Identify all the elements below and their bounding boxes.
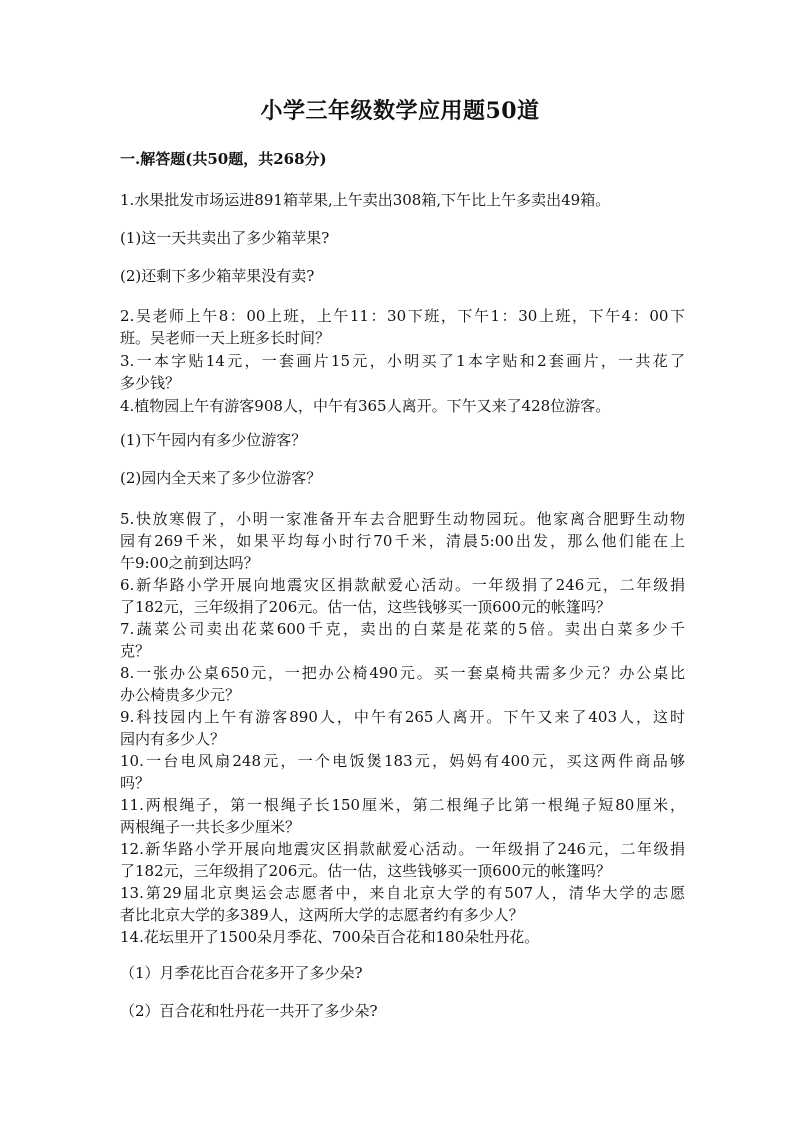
question-2-line-2: 班。吴老师一天上班多长时间？ [120,329,331,347]
question-12-line-1: 12.新华路小学开展向地震灾区捐款献爱心活动。一年级捐了246元，二年级捐 [120,840,685,858]
page-title: 小学三年级数学应用题50道 [260,98,540,124]
question-5-line-2: 园有269千米，如果平均每小时行70千米，清晨5:00出发，那么他们能在上 [120,532,685,550]
question-6-line-2: 了182元，三年级捐了206元。估一估，这些钱够买一顶600元的帐篷吗？ [120,598,611,616]
question-1-part-1: (1)这一天共卖出了多少箱苹果? [120,229,330,247]
question-9-line-1: 9.科技园内上午有游客890人，中午有265人离开。下午又来了403人，这时 [120,708,685,726]
question-13-line-2: 者比北京大学的多389人，这两所大学的志愿者约有多少人？ [120,906,524,924]
question-11-line-1: 11.两根绳子，第一根绳子长150厘米，第二根绳子比第一根绳子短80厘米， [120,796,685,814]
question-10-line-2: 吗？ [120,774,151,792]
question-10-line-1: 10.一台电风扇248元，一个电饭煲183元，妈妈有400元，买这两件商品够 [120,752,685,770]
question-1-line-1: 1.水果批发市场运进891箱苹果,上午卖出308箱,下午比上午多卖出49箱。 [120,191,611,209]
question-11-line-2: 两根绳子一共长多少厘米？ [120,818,301,836]
question-7-line-1: 7.蔬菜公司卖出花菜600千克，卖出的白菜是花菜的5倍。卖出白菜多少千 [120,620,685,638]
question-3-line-1: 3.一本字贴14元，一套画片15元，小明买了1本字贴和2套画片，一共花了 [120,352,685,370]
question-6-line-1: 6.新华路小学开展向地震灾区捐款献爱心活动。一年级捐了246元，二年级捐 [120,576,685,594]
question-8-line-2: 办公椅贵多少元？ [120,686,241,704]
question-12-line-2: 了182元，三年级捐了206元。估一估，这些钱够买一顶600元的帐篷吗？ [120,862,611,880]
question-2-line-1: 2.吴老师上午8：00上班，上午11：30下班，下午1：30上班，下午4：00下 [120,307,685,325]
question-4-part-2: (2)园内全天来了多少位游客？ [120,469,322,487]
question-3-line-2: 多少钱？ [120,374,181,392]
question-9-line-2: 园内有多少人？ [120,730,226,748]
question-4-part-1: (1)下午园内有多少位游客？ [120,431,307,449]
question-4-line-1: 4.植物园上午有游客908人，中午有365人离开。下午又来了428位游客。 [120,397,611,415]
question-7-line-2: 克？ [120,642,151,660]
question-14-part-2: （2）百合花和牡丹花一共开了多少朵? [120,1002,378,1020]
question-5-line-1: 5.快放寒假了，小明一家准备开车去合肥野生动物园玩。他家离合肥野生动物 [120,510,685,528]
question-13-line-1: 13.第29届北京奥运会志愿者中，来自北京大学的有507人，清华大学的志愿 [120,884,685,902]
question-14-line-1: 14.花坛里开了1500朵月季花、700朵百合花和180朵牡丹花。 [120,928,540,946]
section-heading: 一.解答题(共50题，共268分) [120,150,327,168]
question-5-line-3: 午9:00之前到达吗？ [120,554,259,572]
question-14-part-1: （1）月季花比百合花多开了多少朵? [120,964,363,982]
question-8-line-1: 8.一张办公桌650元，一把办公椅490元。买一套桌椅共需多少元？办公桌比 [120,664,685,682]
question-1-part-2: (2)还剩下多少箱苹果没有卖? [120,267,315,285]
